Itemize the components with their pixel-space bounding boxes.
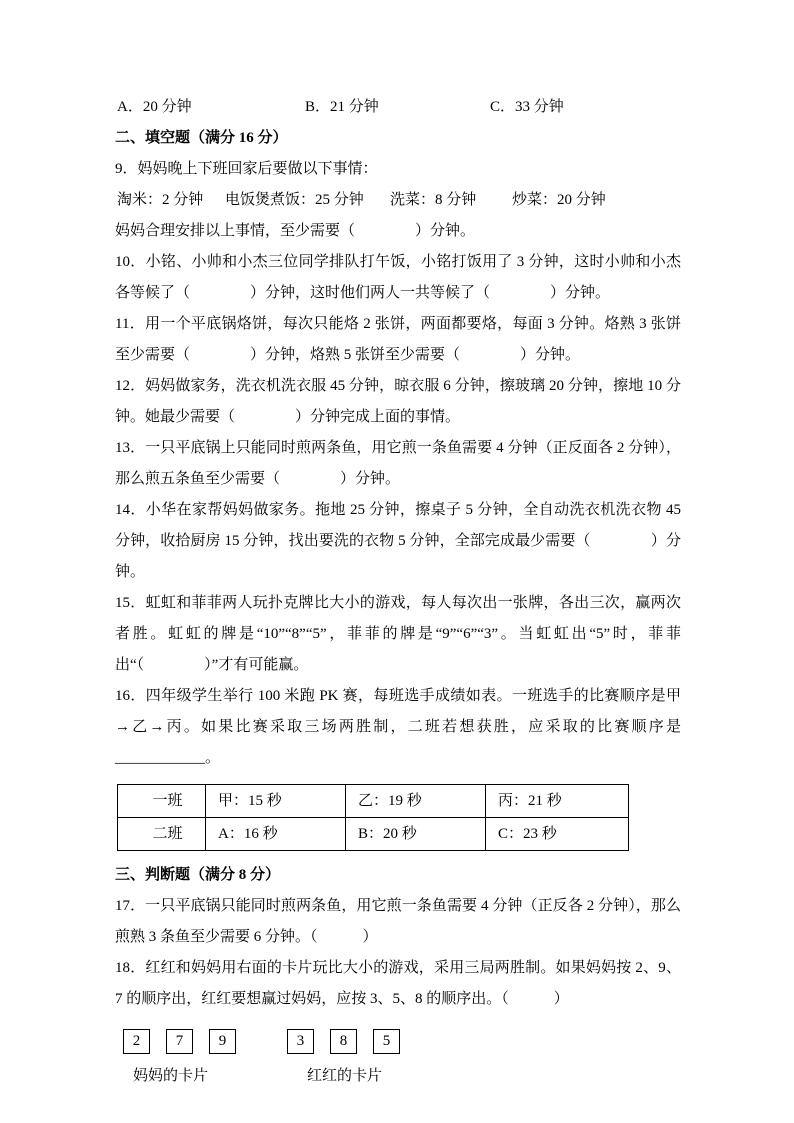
mom-cards-group bbox=[123, 1029, 236, 1054]
table-cell: B：20 秒 bbox=[346, 818, 486, 851]
question-9-conclusion: 妈妈合理安排以上事情，至少需要（ ）分钟。 bbox=[115, 223, 476, 239]
question-13: 13．一只平底锅上只能同时煎两条鱼，用它煎一条鱼需要 4 分钟（正反面各 2 分钟），那么煎五条鱼至少需要（ ）分钟。 bbox=[115, 440, 681, 487]
card: 9 bbox=[209, 1029, 236, 1054]
question-9-intro: 9．妈妈晚上下班回家后要做以下事情： bbox=[115, 161, 378, 177]
question-17: 17．一只平底锅只能同时煎两条鱼，用它煎一条鱼需要 4 分钟（正反各 2 分钟），那么煎熟 3 条鱼至少需要 6 分钟。（ ） bbox=[115, 898, 681, 945]
question-12: 12．妈妈做家务，洗衣机洗衣服 45 分钟，晾衣服 6 分钟，擦玻璃 20 分钟，擦地 10 分钟。她最少需要（ ）分钟完成上面的事情。 bbox=[115, 378, 681, 425]
question-18: 18．红红和妈妈用右面的卡片玩比大小的游戏，采用三局两胜制。如果妈妈按 2、9、7 的顺序出，红红要想赢过妈妈，应按 3、5、8 的顺序出。（ ） bbox=[115, 960, 681, 1007]
table-cell: 丙：21 秒 bbox=[486, 785, 629, 818]
question-10: 10．小铭、小帅和小杰三位同学排队打午饭，小铭打饭用了 3 分钟，这时小帅和小杰各等候了（ ）分钟，这时他们两人一共等候了（ ）分钟。 bbox=[115, 254, 681, 301]
question-14: 14．小华在家帮妈妈做家务。拖地 25 分钟，擦桌子 5 分钟，全自动洗衣机洗衣物 45 分钟，收拾厨房 15 分钟，找出要洗的衣物 5 分钟，全部完成最少需要（ ）分钟。 bbox=[115, 502, 681, 580]
cards-row bbox=[115, 1029, 681, 1056]
q9-task-stir-fry: 炒菜：20 分钟 bbox=[512, 192, 606, 208]
option-b: B．21 分钟 bbox=[305, 99, 379, 115]
option-a: A．20 分钟 bbox=[117, 99, 192, 115]
exam-content bbox=[115, 92, 681, 1092]
card: 7 bbox=[166, 1029, 193, 1054]
table-row-class2 bbox=[118, 818, 629, 851]
card: 5 bbox=[373, 1029, 400, 1054]
card: 2 bbox=[123, 1029, 150, 1054]
hong-cards-label: 红红的卡片 bbox=[307, 1068, 383, 1084]
table-cell: 甲：15 秒 bbox=[206, 785, 346, 818]
table-cell: A：16 秒 bbox=[206, 818, 346, 851]
question-11: 11．用一个平底锅烙饼，每次只能烙 2 张饼，两面都要烙，每面 3 分钟。烙熟 3 张饼至少需要（ ）分钟，烙熟 5 张饼至少需要（ ）分钟。 bbox=[115, 316, 681, 363]
question-16: 16．四年级学生举行 100 米跑 PK 赛，每班选手成绩如表。一班选手的比赛顺序是甲→乙→丙。如果比赛采取三场两胜制，二班若想获胜，应采取的比赛顺序是____________。 bbox=[115, 688, 681, 766]
table-cell: 乙：19 秒 bbox=[346, 785, 486, 818]
q9-task-rinse-rice: 淘米：2 分钟 bbox=[117, 192, 204, 208]
choice-options-row bbox=[115, 92, 681, 123]
card: 3 bbox=[287, 1029, 314, 1054]
q9-task-cook-rice: 电饭煲煮饭：25 分钟 bbox=[225, 192, 364, 208]
table-cell: 二班 bbox=[118, 818, 206, 851]
mom-cards-label: 妈妈的卡片 bbox=[133, 1068, 209, 1084]
card-labels-row bbox=[115, 1061, 681, 1092]
hong-cards-group bbox=[287, 1029, 400, 1054]
question-9-tasks-row bbox=[115, 185, 681, 216]
q9-task-wash-veg: 洗菜：8 分钟 bbox=[390, 192, 477, 208]
option-c: C．33 分钟 bbox=[490, 99, 564, 115]
card: 8 bbox=[330, 1029, 357, 1054]
table-cell: C：23 秒 bbox=[486, 818, 629, 851]
race-results-table bbox=[117, 784, 629, 851]
section-fill-heading: 二、填空题（满分 16 分） bbox=[115, 130, 288, 146]
section-judge-heading: 三、判断题（满分 8 分） bbox=[115, 867, 281, 883]
table-cell: 一班 bbox=[118, 785, 206, 818]
question-15: 15．虹虹和菲菲两人玩扑克牌比大小的游戏，每人每次出一张牌，各出三次，赢两次者胜。虹虹的牌是“10”“8”“5”，菲菲的牌是“9”“6”“3”。当虹虹出“5”时，菲菲出“（ ）”才有可能赢。 bbox=[115, 595, 681, 673]
table-row-class1 bbox=[118, 785, 629, 818]
